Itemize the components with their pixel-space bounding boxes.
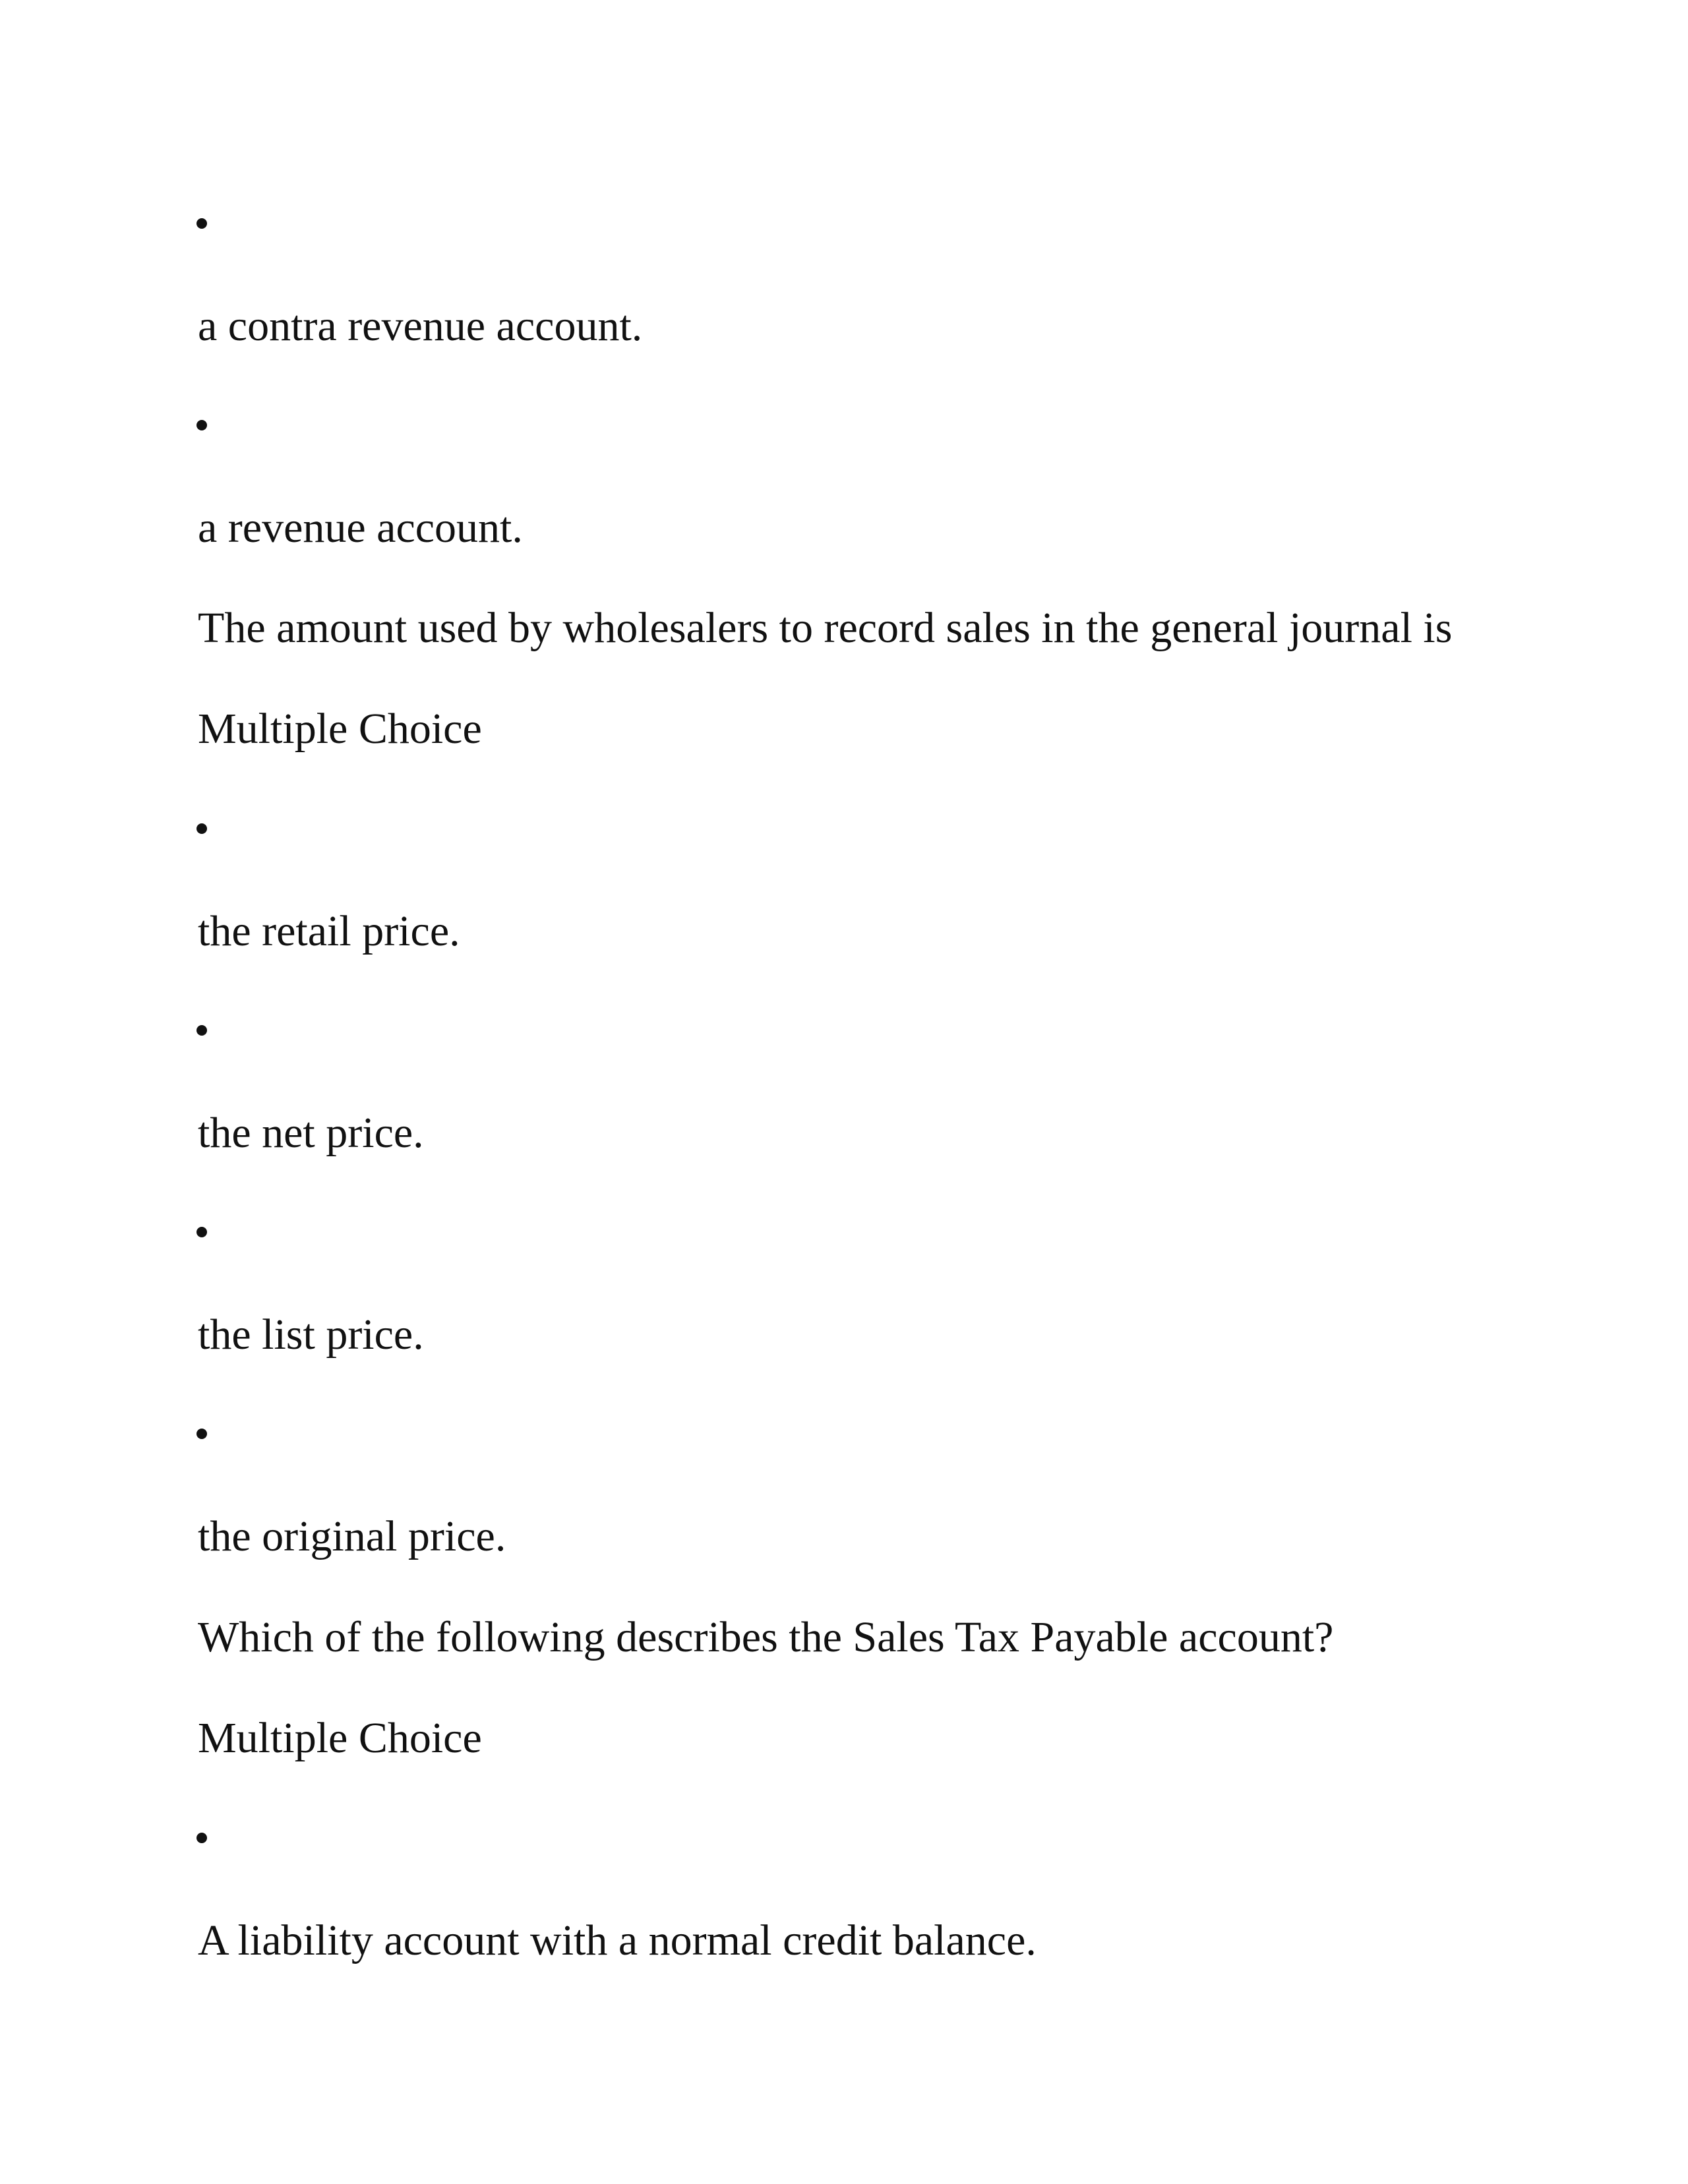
option-text: the list price. — [198, 1311, 424, 1359]
bullet-icon — [196, 823, 207, 834]
option-text: A liability account with a normal credit balance. — [198, 1916, 1037, 1964]
question-text: The amount used by wholesalers to record sales in the general journal is — [198, 604, 1453, 652]
option-text: a contra revenue account. — [198, 302, 643, 350]
bullet-icon — [196, 420, 207, 430]
bullet-icon — [196, 1025, 207, 1036]
option-text: the net price. — [198, 1109, 424, 1157]
question-type-label: Multiple Choice — [198, 1714, 482, 1762]
question-type-label: Multiple Choice — [198, 705, 482, 753]
option-text: the original price. — [198, 1512, 506, 1560]
question-text: Which of the following describes the Sales Tax Payable account? — [198, 1613, 1334, 1661]
bullet-icon — [196, 218, 207, 229]
option-text: the retail price. — [198, 907, 460, 955]
option-text: a revenue account. — [198, 504, 523, 552]
bullet-icon — [196, 1227, 207, 1237]
bullet-icon — [196, 1833, 207, 1843]
bullet-icon — [196, 1429, 207, 1439]
